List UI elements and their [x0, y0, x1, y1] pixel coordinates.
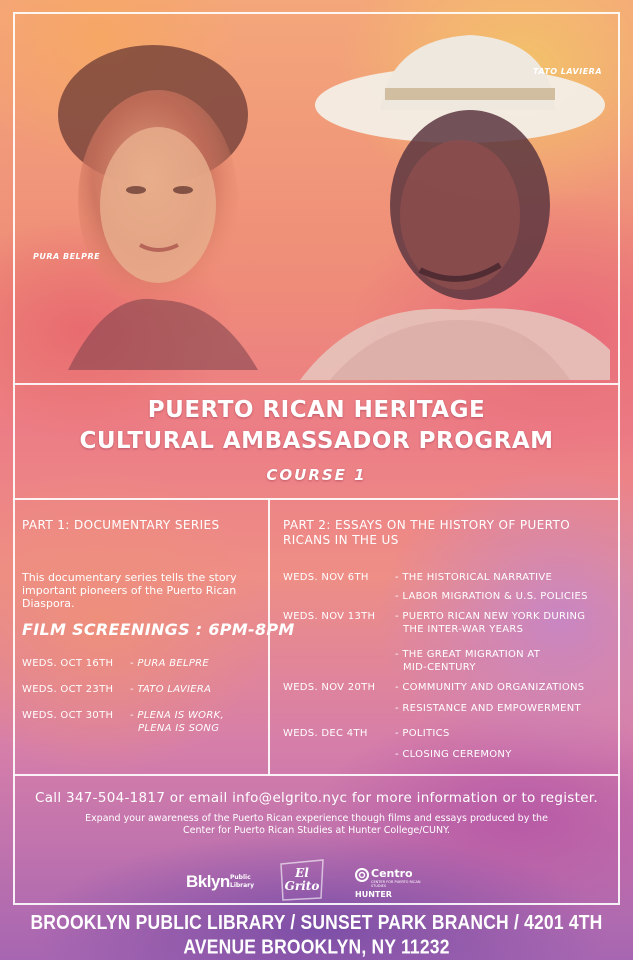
session-topic: - POLITICS	[395, 728, 450, 739]
el-grito-logo-text: El Grito	[284, 866, 320, 893]
course-label: COURSE 1	[266, 466, 367, 484]
program-title-line1: PUERTO RICAN HERITAGE	[147, 397, 486, 423]
session-topic: - LABOR MIGRATION & U.S. POLICIES	[395, 591, 588, 602]
session-date: WEDS. DEC 4TH	[283, 728, 368, 739]
bklyn-logo-text: Bklyn	[186, 872, 230, 891]
session-date: WEDS. NOV 20TH	[283, 682, 376, 693]
screening-date: WEDS. OCT 30TH	[22, 710, 114, 721]
expand-text	[60, 813, 573, 837]
footer-address: BROOKLYN PUBLIC LIBRARY / SUNSET PARK BRANCH / 4201 4TH AVENUE BROOKLYN, NY 11232	[30, 910, 603, 958]
divider-top	[13, 383, 620, 385]
screening-date: WEDS. OCT 16TH	[22, 658, 114, 669]
part1-description-line1: This documentary series tells the story	[22, 571, 237, 584]
expand-text-line1: Expand your awareness of the Puerto Rican experience though films and essays produced by the	[85, 813, 548, 824]
centro-logo-text: Centro	[371, 867, 413, 880]
brooklyn-public-library-logo	[186, 872, 254, 896]
centro-spiral-icon	[355, 868, 369, 882]
session-topic: - THE GREAT MIGRATION AT	[395, 649, 541, 660]
session-row	[283, 610, 613, 636]
part2-heading-line1: PART 2: ESSAYS ON THE HISTORY OF PUERTO	[283, 518, 571, 532]
session-topic: - COMMUNITY AND ORGANIZATIONS	[395, 682, 585, 693]
screening-title: - PLENA IS WORK,	[130, 710, 224, 721]
session-topic-cont: MID-CENTURY	[403, 662, 476, 673]
caption-pura-belpre: PURA BELPRE	[33, 252, 101, 261]
caption-tato-laviera: TATO LAVIERA	[533, 67, 603, 76]
session-date: WEDS. NOV 6TH	[283, 572, 369, 583]
session-topic: - RESISTANCE AND EMPOWERMENT	[395, 703, 581, 714]
screening-title-cont: PLENA IS SONG	[138, 723, 220, 734]
centro-logo	[355, 866, 435, 900]
divider-middle	[13, 498, 620, 500]
divider-bottom	[13, 774, 620, 776]
hunter-logo-text: HUNTER	[355, 890, 392, 899]
el-grito-logo	[277, 858, 327, 902]
contact-info: Call 347-504-1817 or email info@elgrito.nyc for more information or to register.	[34, 790, 599, 806]
part1-heading: PART 1: DOCUMENTARY SERIES	[22, 518, 220, 532]
part2-heading-line2: RICANS IN THE US	[283, 533, 399, 547]
session-topic: - CLOSING CEREMONY	[395, 749, 512, 760]
screening-row	[22, 709, 262, 735]
bklyn-logo-sub1: Public	[230, 874, 251, 881]
part1-description-line2: important pioneers of the Puerto Rican	[22, 584, 237, 597]
screening-title: - PURA BELPRE	[130, 658, 210, 669]
screening-title: - TATO LAVIERA	[130, 684, 212, 695]
expand-text-line2: Center for Puerto Rican Studies at Hunter College/CUNY.	[182, 825, 451, 836]
session-date: WEDS. NOV 13TH	[283, 611, 376, 622]
centro-logo-subtext: CENTER FOR PUERTO RICAN STUDIES	[371, 880, 421, 888]
session-topic: - PUERTO RICAN NEW YORK DURING	[395, 611, 586, 622]
session-topic: - THE HISTORICAL NARRATIVE	[395, 572, 553, 583]
session-row	[283, 648, 613, 674]
program-title-line2: CULTURAL AMBASSADOR PROGRAM	[79, 428, 554, 454]
screening-date: WEDS. OCT 23TH	[22, 684, 114, 695]
session-topic-cont: THE INTER-WAR YEARS	[403, 624, 524, 635]
part1-description-line3: Diaspora.	[22, 597, 75, 610]
film-screenings-label: FILM SCREENINGS : 6PM-8PM	[22, 620, 295, 639]
bklyn-logo-sub2: Library	[230, 882, 255, 889]
